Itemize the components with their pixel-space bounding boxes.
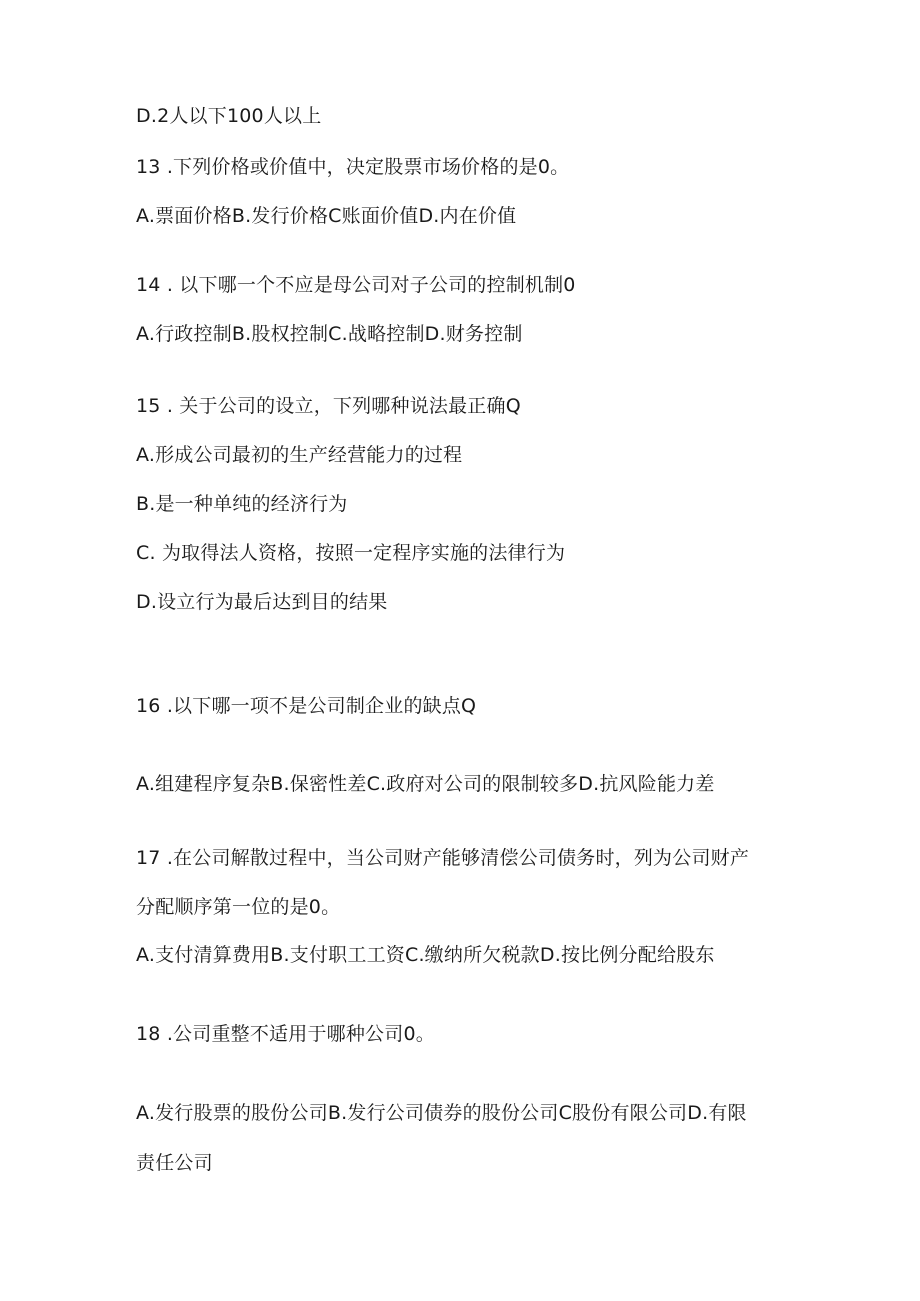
question-18: 18 .公司重整不适用于哪种公司0。 <box>136 1023 435 1045</box>
question-16: 16 .以下哪一项不是公司制企业的缺点Q <box>136 695 477 717</box>
options-q14: A.行政控制B.股权控制C.战略控制D.财务控制 <box>136 323 523 345</box>
question-13: 13 .下列价格或价值中，决定股票市场价格的是0。 <box>136 156 570 178</box>
option-q15-c: C. 为取得法人资格，按照一定程序实施的法律行为 <box>136 542 566 564</box>
answer-line-q12-d: D.2人以下100人以上 <box>136 105 322 127</box>
question-17-line-1: 17 .在公司解散过程中，当公司财产能够清偿公司债务时，列为公司财产 <box>136 847 750 869</box>
question-15: 15 . 关于公司的设立，下列哪种说法最正确Q <box>136 395 521 417</box>
question-14: 14 . 以下哪一个不应是母公司对子公司的控制机制0 <box>136 274 576 296</box>
options-q16: A.组建程序复杂B.保密性差C.政府对公司的限制较多D.抗风险能力差 <box>136 773 715 795</box>
options-q18-line-2: 责任公司 <box>136 1152 213 1174</box>
option-q15-b: B.是一种单纯的经济行为 <box>136 493 348 515</box>
options-q17: A.支付清算费用B.支付职工工资C.缴纳所欠税款D.按比例分配给股东 <box>136 944 715 966</box>
options-q13: A.票面价格B.发行价格C账面价值D.内在价值 <box>136 205 517 227</box>
question-17-line-2: 分配顺序第一位的是0。 <box>136 896 341 918</box>
option-q15-a: A.形成公司最初的生产经营能力的过程 <box>136 444 463 466</box>
options-q18-line-1: A.发行股票的股份公司B.发行公司债券的股份公司C股份有限公司D.有限 <box>136 1102 747 1124</box>
option-q15-d: D.设立行为最后达到目的结果 <box>136 591 388 613</box>
